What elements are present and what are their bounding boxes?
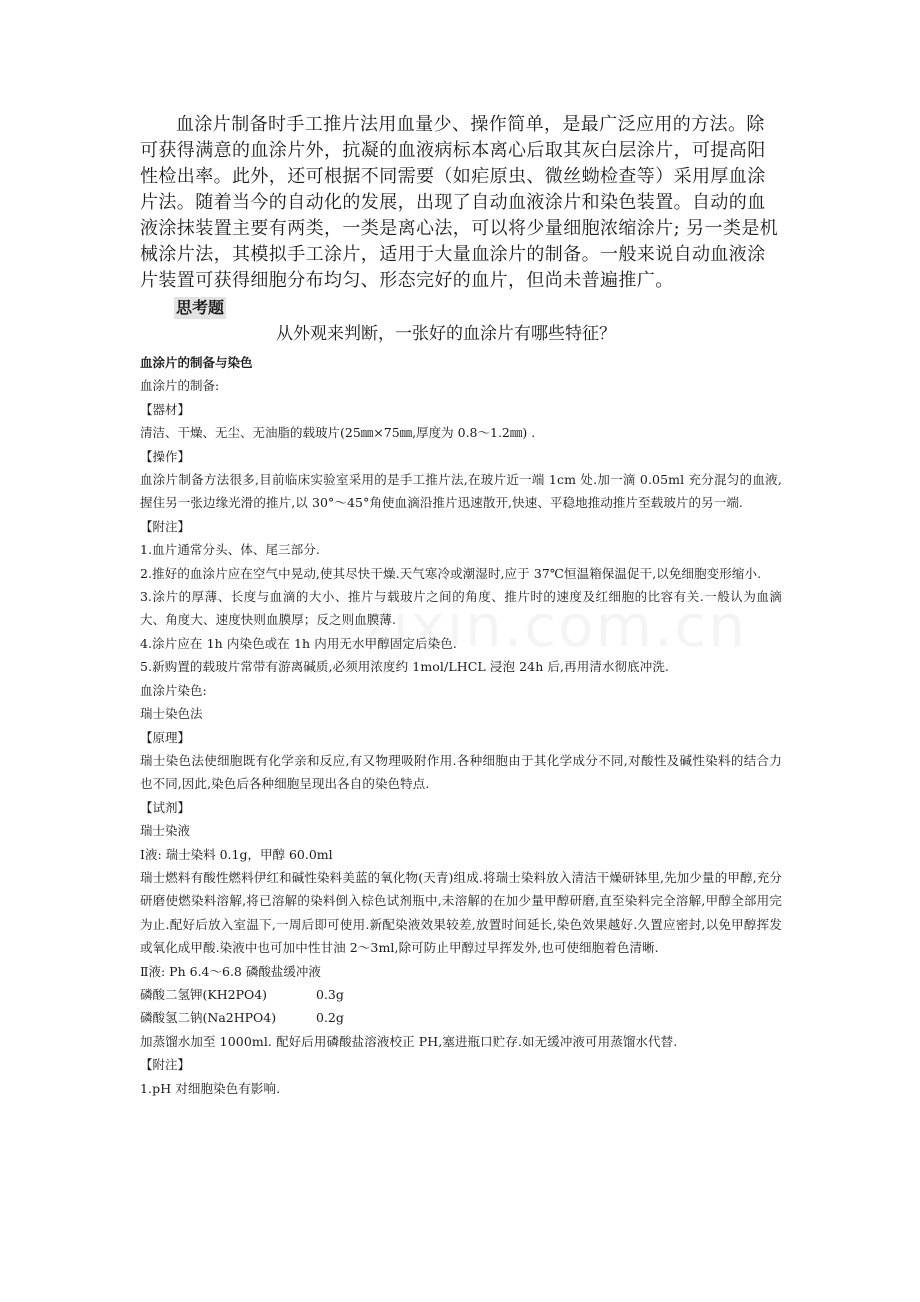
solution-2: Ⅱ液: Ph 6.4～6.8 磷酸盐缓冲液 bbox=[140, 963, 321, 979]
component-name: 磷酸氢二钠(Na2HPO4) bbox=[140, 1010, 277, 1026]
buffer-instruction: 加蒸馏水加至 1000ml. 配好后用磷酸盐溶液校正 PH,塞进瓶口贮存.如无缓冲液可用蒸馏水代替. bbox=[140, 1033, 678, 1049]
stain-heading: 血涂片染色: bbox=[140, 682, 207, 698]
materials-label: 【器材】 bbox=[140, 401, 191, 417]
stain-notes-label: 【附注】 bbox=[140, 1057, 191, 1073]
component-row bbox=[140, 1006, 782, 1029]
procedure-body bbox=[140, 351, 782, 1100]
component-amount: 0.2g bbox=[316, 1010, 344, 1026]
component-row bbox=[140, 983, 782, 1006]
operation-label: 【操作】 bbox=[140, 448, 191, 464]
prep-notes-label: 【附注】 bbox=[140, 518, 191, 534]
component-amount: 0.3g bbox=[316, 986, 344, 1002]
operation-text: 血涂片制备方法很多,目前临床实验室采用的是手工推片法,在玻片近一端 1cm 处.加一滴 0.05ml 充分混匀的血液,握住另一张边缘光滑的推片,以 30°～45°角使血滴沿推片迅速散开,快速、平稳地推动推片至载玻片的另一端. bbox=[140, 472, 782, 511]
prep-note-1: 1.血片通常分头、体、尾三部分. bbox=[140, 542, 321, 558]
reagent-name: 瑞士染液 bbox=[140, 823, 191, 839]
prep-heading: 血涂片的制备: bbox=[140, 378, 220, 394]
think-section bbox=[140, 297, 782, 321]
section-title: 血涂片的制备与染色 bbox=[140, 355, 253, 370]
component-name: 磷酸二氢钾(KH2PO4) bbox=[140, 986, 268, 1002]
question-text: 从外观来判断，一张好的血涂片有哪些特征？ bbox=[276, 324, 616, 344]
materials-text: 清洁、干燥、无尘、无油脂的载玻片(25㎜×75㎜,厚度为 0.8～1.2㎜) . bbox=[140, 425, 536, 441]
principle-label: 【原理】 bbox=[140, 729, 191, 745]
stain-note-1: 1.pH 对细胞染色有影响. bbox=[140, 1080, 281, 1096]
principle-text: 瑞士染色法使细胞既有化学亲和反应,有又物理吸附作用.各种细胞由于其化学成分不同,对酸性及碱性染料的结合力也不同,因此,染色后各种细胞呈现出各自的染色特点. bbox=[140, 752, 782, 792]
solution-1-description: 瑞士燃料有酸性燃料伊红和碱性染料美蓝的氧化物(天青)组成.将瑞士染料放入清洁干燥研钵里,先加少量的甲醇,充分研磨使燃染料溶解,将已溶解的染料倒入棕色试剂瓶中,未溶解的在加少量甲醇研磨,直至染料完全溶解,甲醇全部用完为止.配好后放入室温下,一周后即可使用.新配染液效果较差,放置时间延长,染色效果越好.久置应密封,以免甲醇挥发或氧化成甲酸.染液中也可加中性甘油 2～3ml,除可防止甲醇过早挥发外,也可使细胞着色清晰. bbox=[140, 869, 782, 956]
solution-1: Ⅰ液: 瑞士染料 0.1g，甲醇 60.0ml bbox=[140, 846, 333, 862]
stain-method: 瑞士染色法 bbox=[140, 706, 203, 722]
intro-paragraph: 血涂片制备时手工推片法用血量少、操作简单，是最广泛应用的方法。除可获得满意的血涂片外，抗凝的血液病标本离心后取其灰白层涂片，可提高阳性检出率。此外，还可根据不同需要（如疟原虫、微丝蚴检查等）采用厚血涂片法。随着当今的自动化的发展，出现了自动血液涂片和染色装置。自动的血液涂抹装置主要有两类，一类是离心法，可以将少量细胞浓缩涂片; 另一类是机械涂片法，其模拟手工涂片，适用于大量血涂片的制备。一般来说自动血液涂片装置可获得细胞分布均匀、形态完好的血片，但尚未普遍推广。 bbox=[140, 114, 779, 291]
prep-note-2: 2.推好的血涂片应在空气中晃动,使其尽快干燥.天气寒冷或潮湿时,应于 37℃恒温箱保温促干,以免细胞变形缩小. bbox=[140, 565, 762, 581]
prep-note-4: 4.涂片应在 1h 内染色或在 1h 内用无水甲醇固定后染色. bbox=[140, 635, 457, 651]
think-label: 思考题 bbox=[176, 298, 225, 317]
prep-note-5: 5.新购置的载玻片常带有游离碱质,必须用浓度约 1mol/LHCL 浸泡 24h 后,再用清水彻底冲洗. bbox=[140, 659, 670, 675]
reagent-label: 【试剂】 bbox=[140, 799, 191, 815]
prep-note-3: 3.涂片的厚薄、长度与血滴的大小、推片与载玻片之间的角度、推片时的速度及红细胞的比容有关.一般认为血滴大、角度大、速度快则血膜厚；反之则血膜薄. bbox=[140, 589, 782, 628]
